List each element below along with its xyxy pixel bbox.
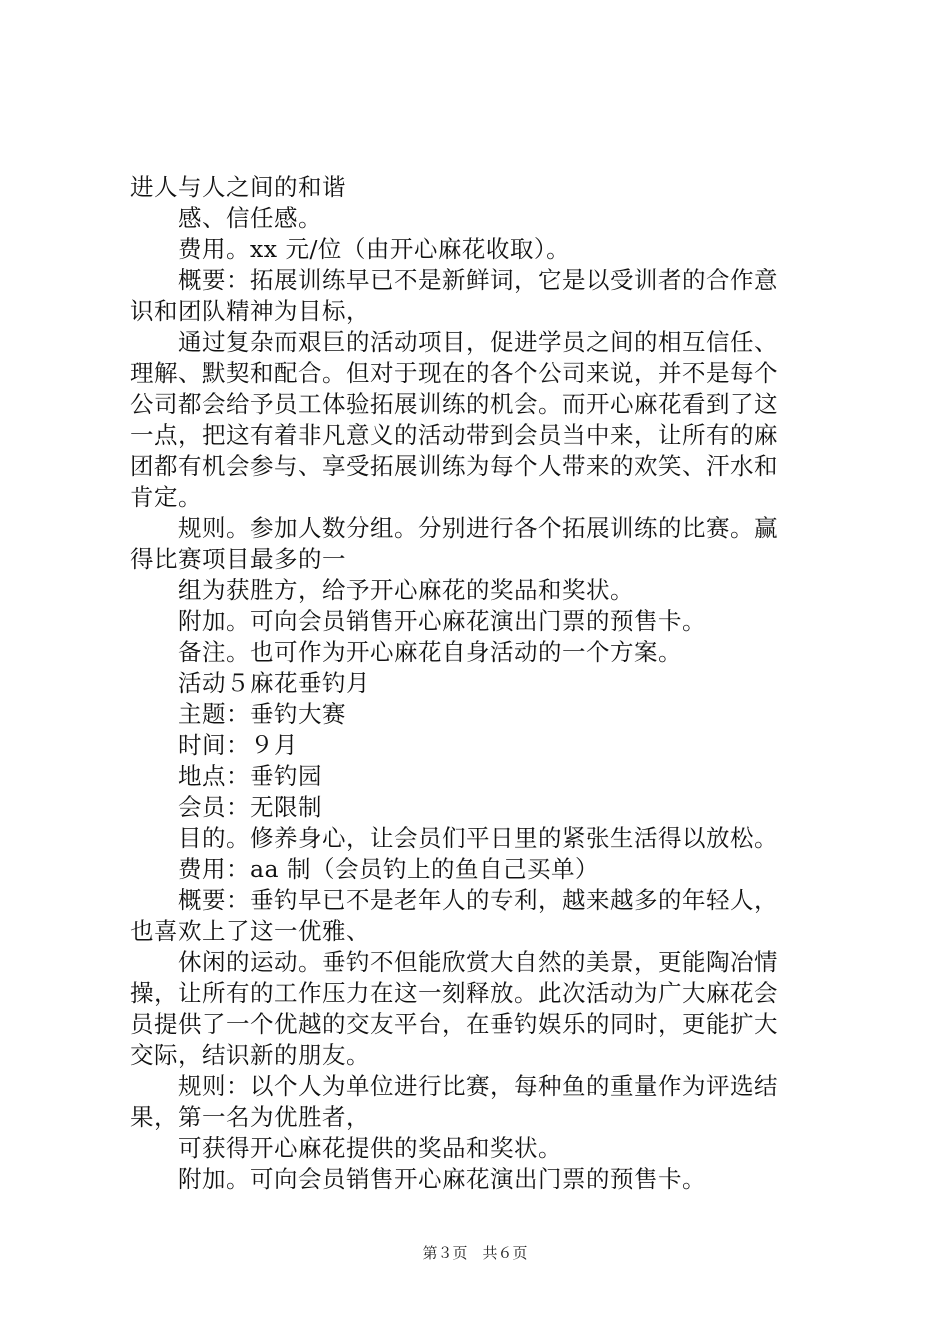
text-line: 团都有机会参与、享受拓展训练为每个人带来的欢笑、汗水和 — [130, 452, 778, 480]
text-line: 肯定。 — [130, 483, 202, 511]
text-line: 可获得开心麻花提供的奖品和奖状。 — [178, 1134, 562, 1162]
text-line: 感、信任感。 — [178, 204, 322, 232]
text-line: 规则：以个人为单位进行比赛，每种鱼的重量作为评选结 — [178, 1072, 778, 1100]
text-line: 通过复杂而艰巨的活动项目，促进学员之间的相互信任、 — [178, 328, 778, 356]
text-line: 识和团队精神为目标， — [130, 297, 370, 325]
page-number-label: 第３页 共６页 — [422, 1244, 528, 1262]
text-line: 理解、默契和配合。但对于现在的各个公司来说，并不是每个 — [130, 359, 778, 387]
text-line: 进人与人之间的和谐 — [130, 173, 346, 201]
text-line: 备注。也可作为开心麻花自身活动的一个方案。 — [178, 638, 682, 666]
page-footer — [0, 1243, 950, 1263]
text-line: 会员：无限制 — [178, 793, 322, 821]
text-line: 规则。参加人数分组。分别进行各个拓展训练的比赛。赢 — [178, 514, 778, 542]
text-line: 休闲的运动。垂钓不但能欣赏大自然的美景，更能陶冶情 — [178, 948, 778, 976]
text-line: 活动５麻花垂钓月 — [178, 669, 370, 697]
text-line: 概要：拓展训练早已不是新鲜词，它是以受训者的合作意 — [178, 266, 778, 294]
text-line: 概要：垂钓早已不是老年人的专利，越来越多的年轻人， — [178, 886, 778, 914]
text-line: 交际，结识新的朋友。 — [130, 1041, 370, 1069]
text-line: 也喜欢上了这一优雅、 — [130, 917, 370, 945]
text-line: 地点：垂钓园 — [178, 762, 322, 790]
text-line: 员提供了一个优越的交友平台，在垂钓娱乐的同时，更能扩大 — [130, 1010, 778, 1038]
text-line: 主题：垂钓大赛 — [178, 700, 346, 728]
text-line: 得比赛项目最多的一 — [130, 545, 346, 573]
text-line: 操，让所有的工作压力在这一刻释放。此次活动为广大麻花会 — [130, 979, 778, 1007]
text-line: 附加。可向会员销售开心麻花演出门票的预售卡。 — [178, 607, 706, 635]
text-line: 附加。可向会员销售开心麻花演出门票的预售卡。 — [178, 1165, 706, 1193]
text-line: 费用。xx 元/位（由开心麻花收取）。 — [178, 235, 571, 263]
document-body — [130, 172, 830, 1195]
text-line: 组为获胜方，给予开心麻花的奖品和奖状。 — [178, 576, 634, 604]
text-line: 果，第一名为优胜者， — [130, 1103, 370, 1131]
text-line: 一点，把这有着非凡意义的活动带到会员当中来，让所有的麻 — [130, 421, 778, 449]
text-line: 公司都会给予员工体验拓展训练的机会。而开心麻花看到了这 — [130, 390, 778, 418]
text-line: 目的。修养身心，让会员们平日里的紧张生活得以放松。 — [178, 824, 778, 852]
text-line: 费用：aa 制（会员钓上的鱼自己买单） — [178, 855, 599, 883]
text-line: 时间：９月 — [178, 731, 298, 759]
